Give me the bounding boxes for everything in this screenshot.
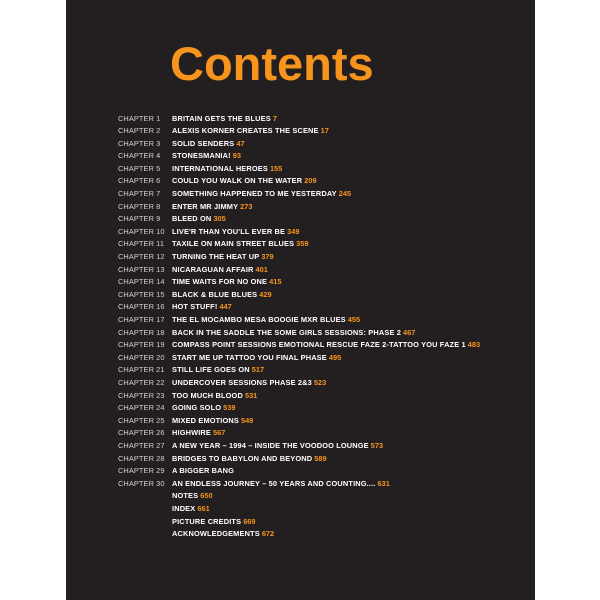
chapter-title: A BIGGER BANG [172, 466, 235, 476]
chapter-label: CHAPTER 14 [118, 277, 165, 287]
chapter-title: SOLID SENDERS [172, 138, 235, 148]
toc-entry [118, 488, 480, 501]
chapter-title: PICTURE CREDITS [172, 516, 242, 526]
chapter-label: CHAPTER 25 [118, 415, 165, 425]
chapter-label: CHAPTER 21 [118, 365, 165, 375]
chapter-title: TOO MUCH BLOOD [172, 390, 243, 400]
toc-entry [118, 337, 480, 350]
page-number: 209 [304, 176, 317, 186]
page-number: 447 [219, 302, 232, 312]
page-number: 273 [240, 201, 253, 211]
chapter-title: BRITAIN GETS THE BLUES [172, 113, 271, 123]
toc-entry [118, 514, 480, 527]
toc-entry [118, 501, 480, 514]
page-number: 669 [243, 516, 256, 526]
chapter-title: COULD YOU WALK ON THE WATER [172, 176, 303, 186]
page-number: 549 [240, 415, 254, 425]
chapter-label: CHAPTER 15 [118, 289, 165, 299]
toc-entry [118, 274, 480, 287]
chapter-title: LIVE'R THAN YOU'LL EVER BE [172, 226, 286, 236]
chapter-title: COMPASS POINT SESSIONS EMOTIONAL RESCUE FAZE 2-TATTOO YOU FAZE 1 [172, 340, 466, 350]
toc-entry [118, 262, 480, 275]
page-number: 539 [223, 403, 236, 413]
toc-entry [118, 123, 480, 136]
page-title: Contents [170, 37, 374, 90]
toc-entry [118, 287, 480, 300]
page-number: 650 [200, 491, 213, 501]
chapter-title: AN ENDLESS JOURNEY – 50 YEARS AND COUNTING.... [172, 478, 376, 488]
chapter-title: UNDERCOVER SESSIONS PHASE 2&3 [172, 377, 312, 387]
page-number: 17 [320, 126, 329, 136]
page-number: 661 [197, 503, 210, 513]
toc-entry [118, 325, 480, 338]
page-number: 589 [314, 453, 327, 463]
chapter-label: CHAPTER 29 [118, 466, 165, 476]
chapter-label: CHAPTER 10 [118, 226, 165, 236]
page-number: 672 [261, 529, 275, 539]
page-number: 415 [269, 277, 282, 287]
toc-entry [118, 224, 480, 237]
chapter-label: CHAPTER 27 [118, 440, 165, 450]
chapter-title: A NEW YEAR – 1994 – INSIDE THE VOODOO LOUNGE [172, 440, 369, 450]
page-number: 349 [287, 226, 300, 236]
page-number: 379 [261, 252, 274, 262]
page-number: 517 [251, 365, 265, 375]
toc-entry [118, 425, 480, 438]
page-number: 429 [259, 289, 272, 299]
toc-entry [118, 161, 480, 174]
chapter-title: ENTER MR JIMMY [172, 201, 239, 211]
chapter-title: INTERNATIONAL HEROES [172, 163, 268, 173]
page-number: 567 [212, 428, 226, 438]
page-number: 305 [213, 214, 226, 224]
chapter-title: SOMETHING HAPPENED TO ME YESTERDAY [172, 189, 337, 199]
chapter-label: CHAPTER 1 [118, 113, 161, 123]
chapter-title: BLEED ON [172, 214, 212, 224]
toc-entry [118, 476, 480, 489]
chapter-title: TURNING THE HEAT UP [172, 252, 260, 262]
page-number: 7 [272, 113, 277, 123]
toc-entry [118, 388, 480, 401]
chapter-label: CHAPTER 19 [118, 340, 165, 350]
chapter-label: CHAPTER 11 [118, 239, 165, 249]
toc-entry [118, 186, 480, 199]
table-of-contents [118, 111, 480, 539]
toc-entry [118, 312, 480, 325]
chapter-label: CHAPTER 9 [118, 214, 161, 224]
toc-entry [118, 362, 480, 375]
toc-entry [118, 173, 480, 186]
toc-entry [118, 249, 480, 262]
page-number: 245 [338, 189, 352, 199]
chapter-title: BRIDGES TO BABYLON AND BEYOND [172, 453, 313, 463]
chapter-title: STONESMANIA! [172, 151, 231, 161]
page-number: 483 [467, 340, 481, 350]
toc-entry [118, 299, 480, 312]
toc-entry [118, 400, 480, 413]
chapter-title: ALEXIS KORNER CREATES THE SCENE [172, 126, 319, 136]
toc-entry [118, 413, 480, 426]
chapter-title: INDEX [172, 503, 196, 513]
toc-entry [118, 136, 480, 149]
page-number: 531 [244, 390, 258, 400]
toc-entry [118, 236, 480, 249]
page-number: 495 [328, 352, 342, 362]
chapter-title: START ME UP TATTOO YOU FINAL PHASE [172, 352, 327, 362]
page-number: 455 [347, 315, 361, 324]
chapter-label: CHAPTER 17 [118, 315, 165, 324]
toc-entry [118, 526, 480, 539]
chapter-title: MIXED EMOTIONS [172, 415, 239, 425]
chapter-label: CHAPTER 20 [118, 352, 165, 362]
chapter-label: CHAPTER 2 [118, 126, 161, 136]
chapter-title: THE EL MOCAMBO MESA BOOGIE MXR BLUES [172, 315, 346, 324]
chapter-label: CHAPTER 24 [118, 403, 165, 413]
chapter-label: CHAPTER 12 [118, 252, 165, 262]
chapter-label: CHAPTER 4 [118, 151, 161, 161]
toc-entry [118, 211, 480, 224]
toc-entry [118, 375, 480, 388]
chapter-title: HIGHWIRE [172, 428, 211, 438]
chapter-label: CHAPTER 16 [118, 302, 165, 312]
page-number: 401 [255, 264, 268, 274]
chapter-label: CHAPTER 23 [118, 390, 165, 400]
chapter-title: GOING SOLO [172, 403, 222, 413]
chapter-label: CHAPTER 5 [118, 163, 161, 173]
chapter-label: CHAPTER 3 [118, 138, 161, 148]
chapter-label: CHAPTER 7 [118, 189, 161, 199]
page-number: 467 [403, 327, 416, 337]
toc-entry [118, 451, 480, 464]
page-number: 523 [313, 377, 327, 387]
chapter-title: NICARAGUAN AFFAIR [172, 264, 254, 274]
chapter-title: TAXILE ON MAIN STREET BLUES [172, 239, 295, 249]
chapter-title: ACKNOWLEDGEMENTS [172, 529, 260, 539]
page-number: 47 [236, 138, 245, 148]
toc-entry [118, 463, 480, 476]
chapter-label: CHAPTER 22 [118, 377, 165, 387]
page-number: 631 [377, 478, 390, 488]
chapter-title: NOTES [172, 491, 199, 501]
chapter-label: CHAPTER 18 [118, 327, 165, 337]
chapter-label: CHAPTER 30 [118, 478, 165, 488]
chapter-title: TIME WAITS FOR NO ONE [172, 277, 268, 287]
page-number: 155 [269, 163, 283, 173]
chapter-title: HOT STUFF! [172, 302, 218, 312]
toc-entry [118, 350, 480, 363]
toc-entry [118, 148, 480, 161]
chapter-label: CHAPTER 28 [118, 453, 165, 463]
chapter-label: CHAPTER 13 [118, 264, 165, 274]
chapter-label: CHAPTER 8 [118, 201, 161, 211]
toc-entry [118, 438, 480, 451]
contents-page [66, 0, 535, 600]
toc-entry [118, 199, 480, 212]
page-number: 93 [232, 151, 241, 161]
chapter-title: BACK IN THE SADDLE THE SOME GIRLS SESSIONS: PHASE 2 [172, 327, 401, 337]
chapter-title: BLACK & BLUE BLUES [172, 289, 258, 299]
chapter-label: CHAPTER 26 [118, 428, 165, 438]
page-number: 359 [296, 239, 309, 249]
chapter-title: STILL LIFE GOES ON [172, 365, 250, 375]
page-number: 573 [370, 440, 384, 450]
chapter-label: CHAPTER 6 [118, 176, 161, 186]
toc-entry [118, 111, 480, 124]
